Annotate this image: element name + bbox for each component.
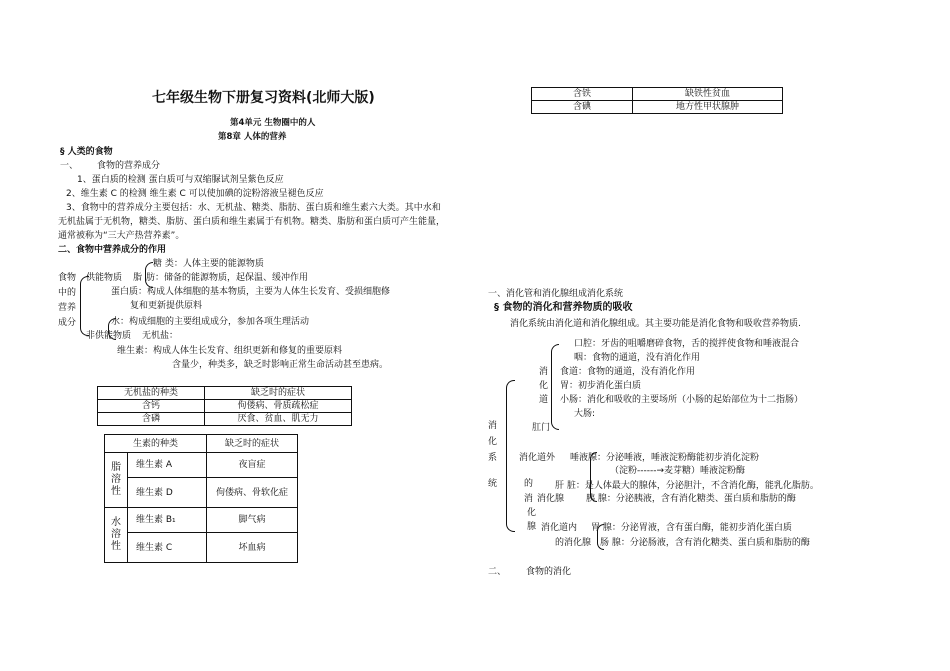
iron-iodine-table <box>531 87 783 114</box>
nutrient-line: 脂 <box>133 273 143 283</box>
food-label: 营养 <box>58 303 77 313</box>
system-char: 消 <box>488 421 498 431</box>
gland-char: 消 <box>524 494 534 504</box>
table-cell: 缺铁性贫血 <box>633 88 783 101</box>
gland-char: 化 <box>527 508 537 518</box>
organ-line: 小肠：消化和吸收的主要场所（小肠的起始部位为十二指肠） <box>560 395 804 405</box>
nonsupply-label: 非供能物质 <box>86 331 132 341</box>
table-row <box>105 508 298 533</box>
section-heading: 一、消化管和消化腺组成消化系统 <box>488 289 624 299</box>
food-label: 成分 <box>58 318 77 328</box>
gland-line: 肝 脏：是人体最大的腺体，分泌胆汁，不含消化酶，能乳化脂肪。 <box>555 481 819 491</box>
gland-line: 唾液腺：分泌唾液，唾液淀粉酶能初步消化淀粉 <box>570 453 760 463</box>
category-char: 性 <box>111 486 121 497</box>
table-row <box>98 413 352 426</box>
fat-soluble-label <box>105 453 128 508</box>
water-soluble-label <box>105 508 128 563</box>
paragraph: 1、蛋白质的检测 蛋白质可与双缩脲试剂呈紫色反应 <box>77 175 284 185</box>
brace <box>80 276 89 336</box>
table-row <box>532 101 783 114</box>
vitamin-table <box>104 434 298 563</box>
category-char: 溶 <box>111 474 121 485</box>
section-heading: § 人类的食物 <box>60 147 113 157</box>
paragraph: 消化系统由消化道和消化腺组成。其主要功能是消化食物和吸收营养物质. <box>510 319 801 329</box>
table-row <box>105 435 298 453</box>
gland-group-label: 的消化腺 <box>555 538 592 548</box>
tract-char: 道 <box>539 395 549 405</box>
food-label: 食物 <box>58 273 77 283</box>
tract-char: 化 <box>539 381 549 391</box>
unit-heading: 第4单元 生物圈中的人 <box>230 118 316 128</box>
mineral-table <box>97 386 352 426</box>
table-cell: 含碘 <box>532 101 633 114</box>
table-cell: 夜盲症 <box>207 453 298 478</box>
brace <box>506 380 515 532</box>
heading-number: 一、 <box>60 161 79 171</box>
paragraph: 无机盐属于无机物，糖类、脂肪、蛋白质和维生素属于有机物。糖类、脂肪和蛋白质可产生能量， <box>58 217 446 227</box>
table-row <box>105 453 298 478</box>
table-row <box>98 400 352 413</box>
organ-line: 咽：食物的通道，没有消化作用 <box>574 353 701 363</box>
table-row <box>532 88 783 101</box>
doc-title: 七年级生物下册复习资料(北师大版) <box>152 90 375 106</box>
nutrient-line: 蛋白质：构成人体细胞的基本物质，主要为人体生长发育、受损细胞修 <box>111 287 391 297</box>
table-cell: 维生素 B₁ <box>128 508 207 533</box>
table-row <box>105 533 298 563</box>
gland-line: 肠 腺：分泌肠液，含有消化糖类、蛋白质和脂肪的酶 <box>600 538 810 548</box>
table-cell: 脚气病 <box>207 508 298 533</box>
heading-number: 二、 <box>488 567 507 577</box>
table-cell: 维生素 D <box>128 478 207 508</box>
table-header: 缺乏时的症状 <box>207 435 298 453</box>
nutrient-line: 含量少，种类多，缺乏时影响正常生命活动甚至患病。 <box>172 360 389 370</box>
nutrient-line: 肪：储备的能源物质，起保温、缓冲作用 <box>146 273 309 283</box>
gland-group-label: 消化腺 <box>537 494 565 504</box>
organ-line: 口腔：牙齿的咀嚼磨碎食物，舌的搅拌使食物和唾液混合 <box>574 339 800 349</box>
table-cell: 维生素 A <box>128 453 207 478</box>
table-cell: 地方性甲状腺肿 <box>633 101 783 114</box>
table-row <box>98 387 352 400</box>
table-cell: 佝偻病、骨软化症 <box>207 478 298 508</box>
supply-energy-label: 供能物质 <box>86 273 123 283</box>
table-cell: 含钙 <box>98 400 205 413</box>
category-char: 性 <box>111 541 121 552</box>
nutrient-line: 糖 类：人体主要的能源物质 <box>153 259 264 269</box>
organ-line: 胃：初步消化蛋白质 <box>560 381 642 391</box>
heading-text: 食物的营养成分 <box>97 161 161 171</box>
table-cell: 含磷 <box>98 413 205 426</box>
gland-line: 胃 腺：分泌胃液，含有蛋白酶，能初步消化蛋白质 <box>591 523 792 533</box>
system-char: 系 <box>488 453 498 463</box>
paragraph: 通常被称为“三大产热营养素”。 <box>58 231 185 241</box>
table-header: 缺乏时的症状 <box>205 387 352 400</box>
nutrient-line: 无机盐： <box>142 331 179 341</box>
category-char: 水 <box>111 517 121 528</box>
food-label: 中的 <box>58 288 77 298</box>
table-header: 无机盐的种类 <box>98 387 205 400</box>
category-char: 溶 <box>111 529 121 540</box>
paragraph: 2、维生素 C 的检测 维生素 C 可以使加碘的淀粉溶液呈褪色反应 <box>66 189 324 199</box>
nutrient-line: 维生素：构成人体生长发育、组织更新和修复的重要原料 <box>117 346 343 356</box>
nutrient-line: 水：构成细胞的主要组成成分，参加各项生理活动 <box>111 317 310 327</box>
table-cell: 含铁 <box>532 88 633 101</box>
section-heading: 二、食物中营养成分的作用 <box>58 245 167 255</box>
table-cell: 维生素 C <box>128 533 207 563</box>
table-cell: 厌食、贫血、肌无力 <box>205 413 352 426</box>
organ-line: 肛门 <box>532 423 551 433</box>
chapter-heading: 第8章 人体的营养 <box>218 132 287 142</box>
system-char: 化 <box>488 437 498 447</box>
gland-group-label: 的 <box>524 479 534 489</box>
table-cell: 佝偻病、骨质疏松症 <box>205 400 352 413</box>
table-row <box>105 478 298 508</box>
gland-group-label: 消化道内 <box>541 523 578 533</box>
table-cell: 坏血病 <box>207 533 298 563</box>
gland-char: 腺 <box>527 522 537 532</box>
tract-char: 消 <box>539 367 549 377</box>
system-char: 统 <box>488 479 498 489</box>
section-heading: § 食物的消化和营养物质的吸收 <box>494 302 633 313</box>
paragraph: 3、食物中的营养成分主要包括：水、无机盐、糖类、脂肪、蛋白质和维生素六大类。其中水和 <box>66 203 441 213</box>
organ-line: 大肠: <box>574 409 596 419</box>
table-header: 生素的种类 <box>105 435 207 453</box>
gland-group-label: 消化道外 <box>519 453 556 463</box>
organ-line: 食道：食物的通道，没有消化作用 <box>560 367 696 377</box>
nutrient-line: 复和更新提供原料 <box>130 301 203 311</box>
brace <box>551 344 559 430</box>
heading-text: 食物的消化 <box>526 567 572 577</box>
gland-line: （淀粉------→麦芽糖）唾液淀粉酶 <box>610 466 746 476</box>
gland-line: 胰 腺：分泌胰液，含有消化糖类、蛋白质和脂肪的酶 <box>586 494 796 504</box>
category-char: 脂 <box>111 462 121 473</box>
